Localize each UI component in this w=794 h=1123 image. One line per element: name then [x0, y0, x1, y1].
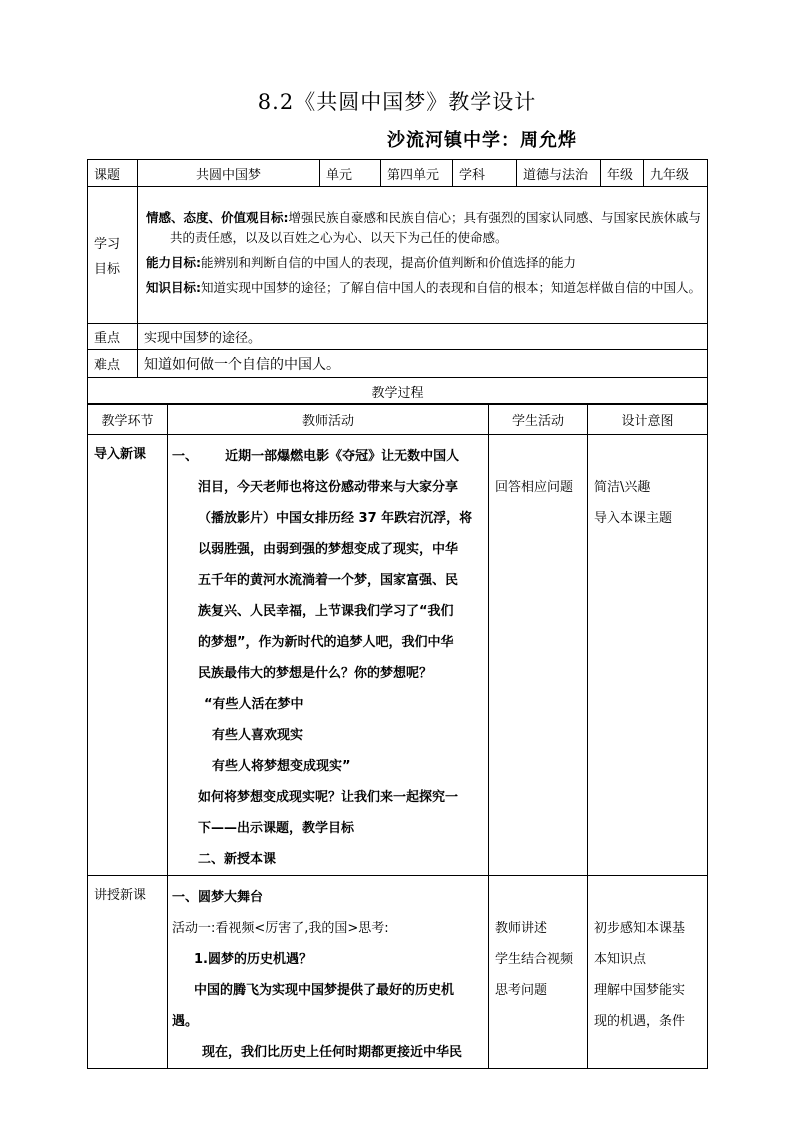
lecture-teacher-activity [168, 876, 489, 1069]
intro-line: 以弱胜强，由弱到强的梦想变成了现实，中华 [198, 542, 459, 557]
emotion-objective-text: 增强民族自豪感和民族自信心；具有强烈的国家认同感、与国家民族休戚与共的责任感，以及以百姓之心为心、以天下为己任的使命感。 [170, 209, 702, 245]
intro-intent-line: 简洁\兴趣 [594, 480, 651, 495]
intro-design-intent [588, 435, 708, 876]
lecture-student-line [495, 882, 581, 913]
lecture-intent-line: 现的机遇，条件 [594, 1014, 686, 1029]
knowledge-objective-label: 知识目标: [146, 279, 201, 295]
intro-line: 有些人喜欢现实 [212, 728, 304, 743]
lecture-stage: 讲授新课 [88, 876, 168, 1069]
intro-line: 泪目，今天老师也将这份感动带来与大家分享 [198, 480, 459, 495]
intro-line: 民族最伟大的梦想是什么？你的梦想呢？ [198, 666, 433, 681]
lecture-intent-line: 理解中国梦能实 [594, 983, 686, 998]
intro-intent-line [594, 441, 701, 472]
lecture-student-line: 学生结合视频 [495, 952, 574, 967]
objectives-label-line1: 学习 [94, 237, 121, 252]
subject-value: 道德与法治 [517, 160, 601, 187]
objectives-label-line2: 目标 [94, 262, 121, 277]
lecture-student-line: 思考问题 [495, 983, 548, 998]
header-intent: 设计意图 [588, 404, 708, 435]
header-student: 学生活动 [489, 404, 588, 435]
unit-label: 单元 [320, 160, 381, 187]
intro-line: 族复兴、人民幸福，上节课我们学习了“我们 [198, 604, 454, 619]
topic-label: 课题 [88, 160, 138, 187]
lecture-line: 遇。 [172, 1014, 199, 1029]
lesson-info-table [87, 159, 708, 405]
intro-line: 下——出示课题，教学目标 [198, 821, 355, 836]
key-point-label: 重点 [88, 324, 138, 350]
intro-teacher-activity [168, 435, 489, 876]
header-teacher: 教师活动 [168, 404, 489, 435]
intro-line: （播放影片）中国女排历经 37 年跌宕沉浮，将 [198, 511, 473, 526]
topic-value: 共圆中国梦 [138, 160, 320, 187]
lecture-design-intent [588, 876, 708, 1069]
lecture-student-activity [489, 876, 588, 1069]
ability-objective-text: 能辨别和判断自信的中国人的表现，提高价值判断和价值选择的能力 [201, 254, 577, 270]
subject-label: 学科 [453, 160, 517, 187]
intro-line: 如何将梦想变成现实呢？让我们来一起探究一 [198, 790, 459, 805]
intro-stage: 导入新课 [88, 435, 168, 876]
emotion-objective [146, 208, 701, 248]
document-title: 8.2《共圆中国梦》教学设计 [257, 90, 537, 114]
lecture-intent-line [594, 882, 701, 913]
intro-line: 有些人将梦想变成现实” [212, 759, 351, 774]
lecture-line: 中国的腾飞为实现中国梦提供了最好的历史机 [194, 983, 455, 998]
lecture-line: 活动一:看视频<厉害了,我的国>思考: [172, 921, 389, 936]
difficult-point-text: 知道如何做一个自信的中国人。 [138, 350, 708, 378]
author-line: 沙流河镇中学：周允烨 [387, 130, 577, 151]
process-title: 教学过程 [88, 378, 708, 405]
difficult-point-label: 难点 [88, 350, 138, 378]
intro-line: 二、新授本课 [198, 852, 277, 867]
header-stage: 教学环节 [88, 404, 168, 435]
objectives-label [88, 187, 138, 324]
objectives-content [138, 187, 708, 324]
intro-intent-line: 导入本课主题 [594, 511, 673, 526]
intro-line: 一、 近期一部爆燃电影《夺冠》让无数中国人 [172, 449, 460, 464]
unit-value: 第四单元 [381, 160, 453, 187]
lecture-line: 一、圆梦大舞台 [172, 890, 264, 905]
lecture-student-line: 教师讲述 [495, 921, 548, 936]
lecture-line: 1.圆梦的历史机遇？ [194, 952, 312, 967]
emotion-objective-label: 情感、态度、价值观目标: [146, 209, 289, 225]
intro-student-line: 回答相应问题 [495, 480, 574, 495]
process-table [87, 403, 708, 1069]
ability-objective-label: 能力目标: [146, 254, 201, 270]
lecture-line: 现在，我们比历史上任何时期都更接近中华民 [202, 1045, 463, 1060]
lecture-intent-line: 本知识点 [594, 952, 647, 967]
lecture-intent-line: 初步感知本课基 [594, 921, 686, 936]
grade-value: 九年级 [644, 160, 708, 187]
knowledge-objective-text: 知道实现中国梦的途径；了解自信中国人的表现和自信的根本；知道怎样做自信的中国人。 [201, 279, 702, 295]
intro-student-line [495, 441, 581, 472]
intro-line: 五千年的黄河水流淌着一个梦，国家富强、民 [198, 573, 459, 588]
grade-label: 年级 [601, 160, 644, 187]
key-point-text: 实现中国梦的途径。 [138, 324, 708, 350]
intro-line: 的梦想”，作为新时代的追梦人吧，我们中华 [198, 635, 454, 650]
intro-student-activity [489, 435, 588, 876]
ability-objective [146, 253, 701, 273]
knowledge-objective [146, 278, 701, 298]
intro-line: “有些人活在梦中 [204, 697, 304, 712]
